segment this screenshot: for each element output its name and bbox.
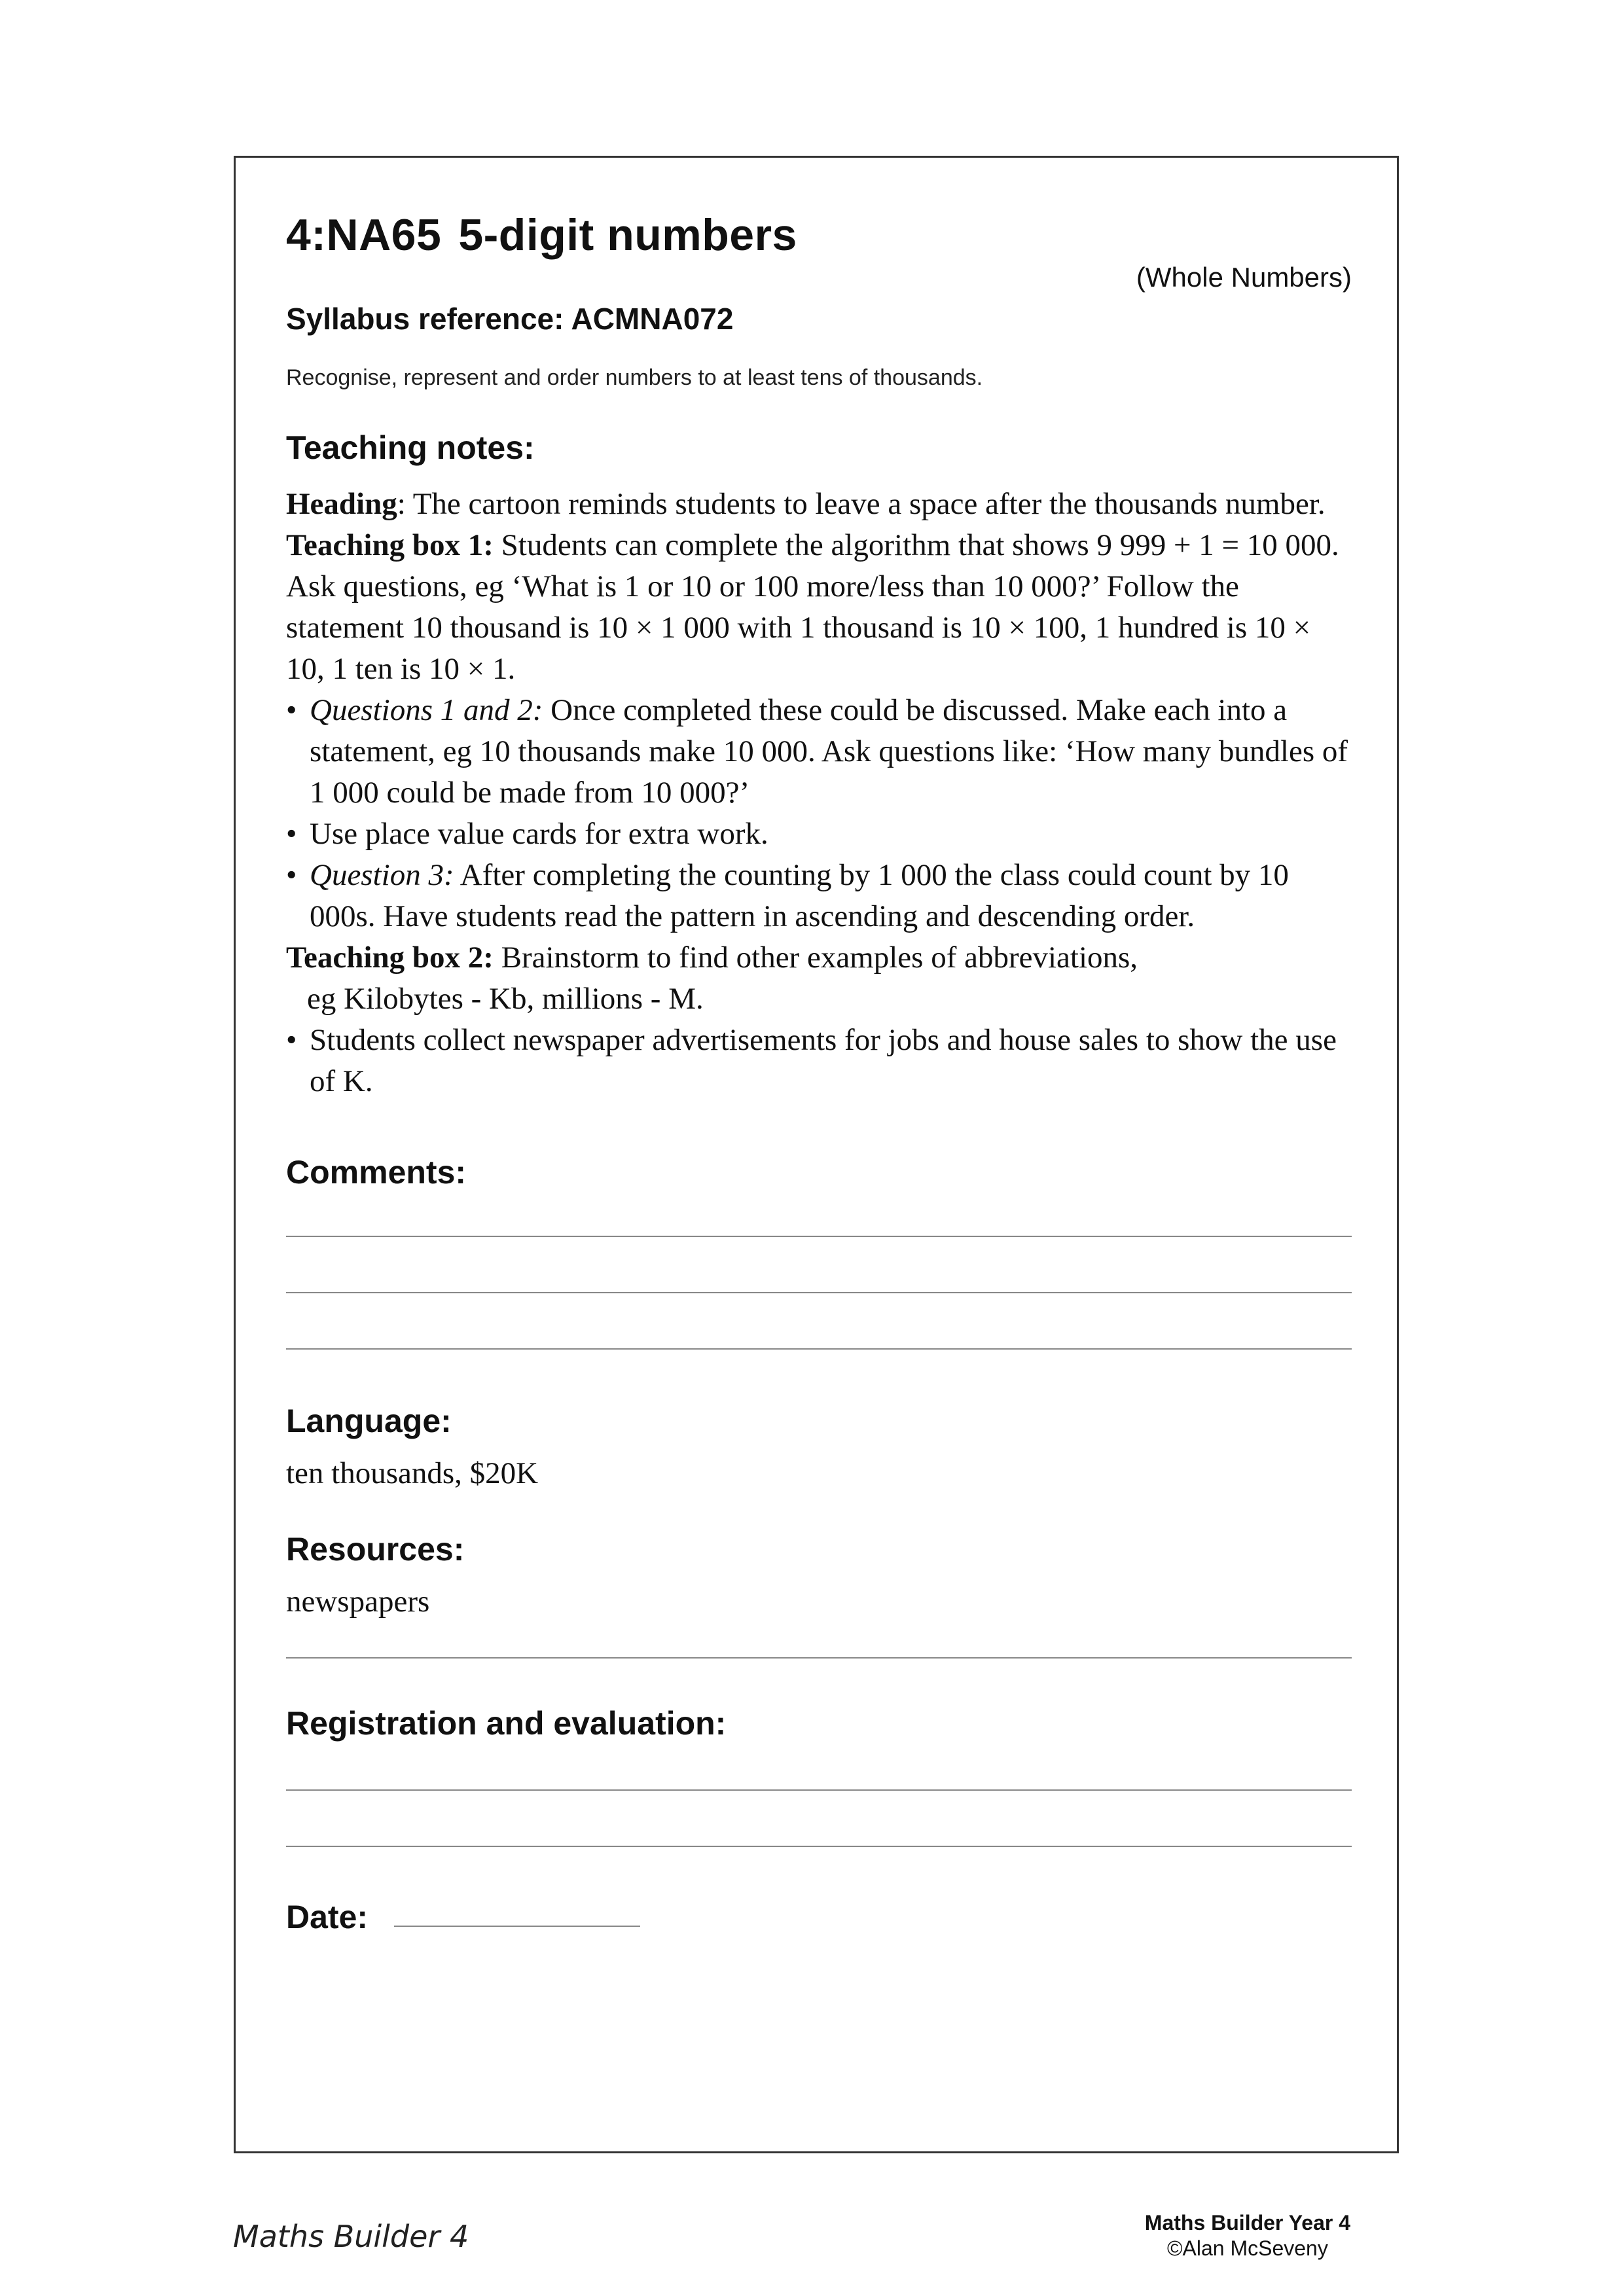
syllabus-descriptor: Recognise, represent and order numbers to at least tens of thousands. (286, 365, 983, 390)
note-bullet-questions-1-2 (286, 690, 1352, 814)
registration-lines (286, 1789, 1352, 1847)
note-heading-label: Heading (286, 487, 397, 521)
resources-heading: Resources: (286, 1531, 465, 1568)
title-row (286, 196, 1352, 293)
registration-heading: Registration and evaluation: (286, 1705, 727, 1742)
comments-lines (286, 1236, 1352, 1350)
note-heading-text: : The cartoon reminds students to leave a space after the thousands number. (397, 487, 1326, 521)
teaching-notes-body (286, 484, 1352, 1102)
note-teaching-box-2-example: eg Kilobytes - Kb, millions - M. (307, 982, 704, 1016)
bullet-3-italic: Question 3: (310, 858, 454, 892)
teacher-notes-page (286, 196, 1352, 1936)
registration-line[interactable] (286, 1789, 1352, 1791)
bullet-1-italic: Questions 1 and 2: (310, 693, 543, 727)
bullet-3-text: After completing the counting by 1 000 the class could count by 10 000s. Have students read the pattern in ascending and descending order. (310, 858, 1289, 933)
note-heading (286, 484, 1352, 525)
note-bullet-question-3 (286, 855, 1352, 937)
language-text: ten thousands, $20K (286, 1456, 539, 1490)
note-teaching-box-2 (286, 937, 1352, 978)
topic-title: 5-digit numbers (458, 210, 797, 260)
strand-label: (Whole Numbers) (1136, 262, 1352, 293)
note-teaching-box-1 (286, 525, 1352, 690)
syllabus-reference: Syllabus reference: ACMNA072 (286, 302, 734, 336)
footer-right (1145, 2211, 1350, 2261)
footer-left: Maths Builder 4 (233, 2219, 469, 2254)
footer-book-title: Maths Builder Year 4 (1144, 2211, 1350, 2234)
bullet-1-text: Once completed these could be discussed. Make each into a statement, eg 10 thousands make 10 000. Ask questions like: ‘How many bundles of 1 000 could be made from 10 000?’ (310, 693, 1348, 810)
note-bullet-newspapers: • Students collect newspaper advertisements for jobs and house sales to show the use of K. (286, 1020, 1352, 1102)
teaching-box-2-label: Teaching box 2: (286, 941, 494, 975)
comment-line[interactable] (286, 1292, 1352, 1293)
resources-line[interactable] (286, 1657, 1352, 1659)
comment-line[interactable] (286, 1236, 1352, 1237)
date-heading: Date: (286, 1899, 369, 1935)
resources-text: newspapers (286, 1585, 430, 1619)
teaching-box-1-text: Students can complete the algorithm that shows 9 999 + 1 = 10 000. Ask questions, eg ‘What is 1 or 10 or 100 more/less than 10 000?’ Follow the statement 10 thousand is 10 × 1 000 with 1 thousand is 10 × 100, 1 hundred is 10 × 10, 1 ten is 10 × 1. (286, 528, 1339, 686)
note-bullet-place-value: • Use place value cards for extra work. (286, 814, 1352, 855)
page-title (286, 209, 797, 260)
comment-line[interactable] (286, 1348, 1352, 1350)
teaching-box-2-text: Brainstorm to find other examples of abbreviations, (493, 941, 1138, 975)
language-heading: Language: (286, 1403, 452, 1439)
date-row (286, 1898, 1352, 1936)
registration-line[interactable] (286, 1846, 1352, 1847)
outcome-code: 4:NA65 (286, 210, 442, 260)
teaching-box-1-label: Teaching box 1: (286, 528, 494, 562)
footer-copyright: ©Alan McSeveny (1166, 2236, 1328, 2260)
teaching-notes-heading: Teaching notes: (286, 429, 535, 466)
comments-heading: Comments: (286, 1154, 467, 1191)
date-line[interactable] (394, 1926, 640, 1927)
